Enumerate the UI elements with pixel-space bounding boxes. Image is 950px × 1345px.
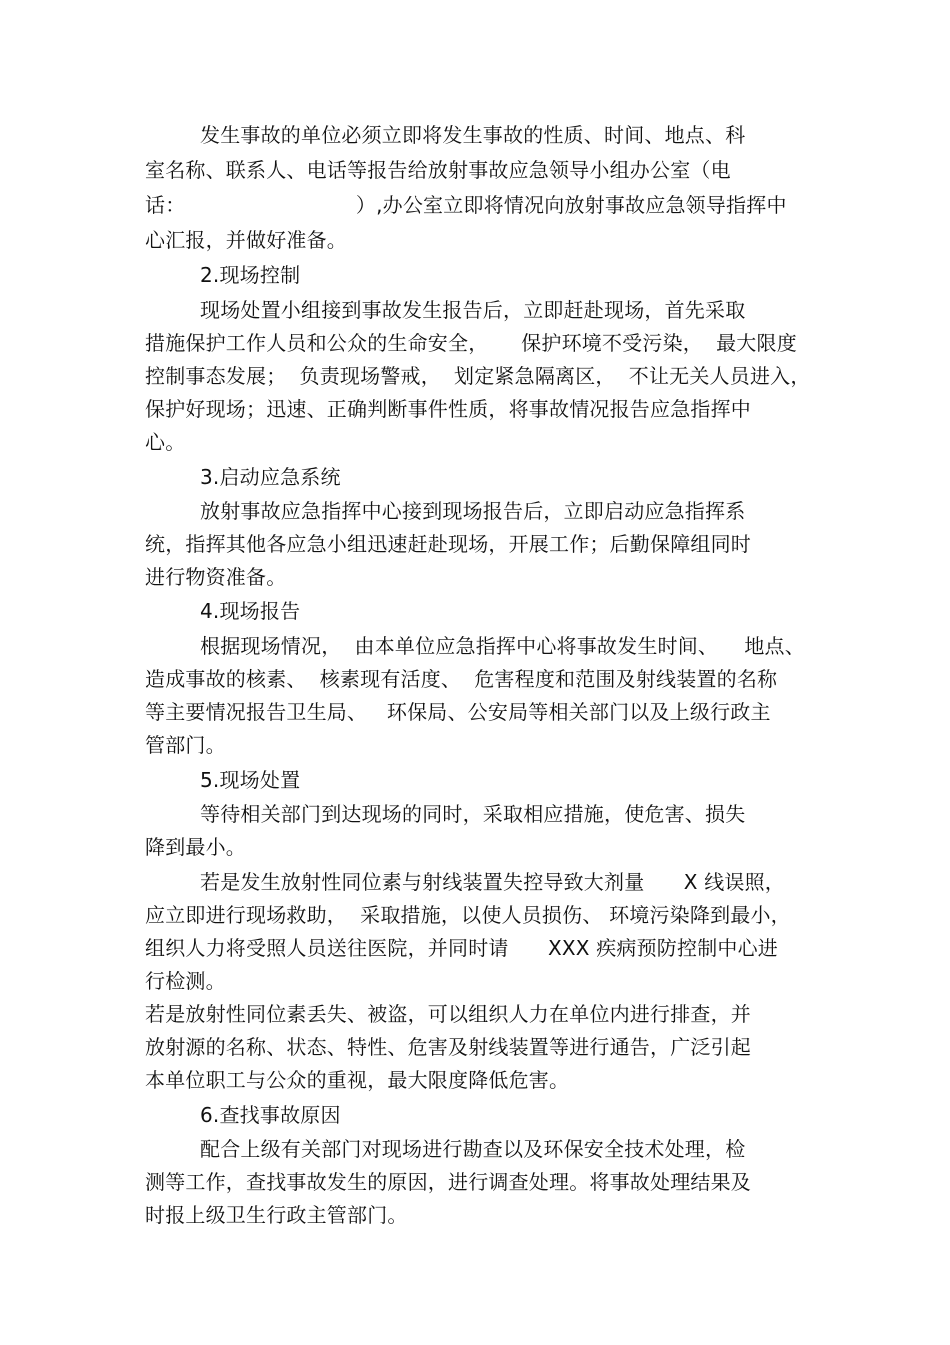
paragraph-line: 组织人力将受照人员送往医院，并同时请 XXX 疾病预防控制中心进 — [145, 936, 779, 960]
paragraph-line: 管部门。 — [145, 733, 226, 757]
paragraph-line: 发生事故的单位必须立即将发生事故的性质、时间、地点、科 — [200, 123, 746, 147]
paragraph-line: 本单位职工与公众的重视，最大限度降低危害。 — [145, 1068, 570, 1092]
section-heading-3: 3.启动应急系统 — [200, 465, 341, 489]
paragraph-line: 心。 — [145, 430, 186, 454]
paragraph-line: 心汇报，并做好准备。 — [145, 228, 347, 252]
section-heading-5: 5.现场处置 — [200, 768, 301, 792]
paragraph-line: 应立即进行现场救助， 采取措施，以使人员损伤、 环境污染降到最小， — [145, 903, 791, 927]
paragraph-line: 若是发生放射性同位素与射线装置失控导致大剂量 X 线误照， — [200, 870, 786, 894]
paragraph-line: 等主要情况报告卫生局、 环保局、公安局等相关部门以及上级行政主 — [145, 700, 771, 724]
paragraph-line: 降到最小。 — [145, 835, 246, 859]
paragraph-line: 进行物资准备。 — [145, 565, 287, 589]
section-heading-6: 6.查找事故原因 — [200, 1103, 341, 1127]
paragraph-line: 放射源的名称、状态、特性、危害及射线装置等进行通告，广泛引起 — [145, 1035, 751, 1059]
paragraph-line: 测等工作，查找事故发生的原因，进行调查处理。将事故处理结果及 — [145, 1170, 751, 1194]
paragraph-line: 时报上级卫生行政主管部门。 — [145, 1203, 408, 1227]
paragraph-line: 若是放射性同位素丢失、被盗，可以组织人力在单位内进行排查，并 — [145, 1002, 751, 1026]
paragraph-line: 配合上级有关部门对现场进行勘查以及环保安全技术处理，检 — [200, 1137, 746, 1161]
paragraph-line: 室名称、联系人、电话等报告给放射事故应急领导小组办公室（电 — [145, 158, 731, 182]
paragraph-line: 根据现场情况， 由本单位应急指挥中心将事故发生时间、 地点、 — [200, 634, 805, 658]
section-heading-4: 4.现场报告 — [200, 599, 301, 623]
paragraph-line: 保护好现场；迅速、正确判断事件性质，将事故情况报告应急指挥中 — [145, 397, 751, 421]
paragraph-line: 放射事故应急指挥中心接到现场报告后，立即启动应急指挥系 — [200, 499, 746, 523]
paragraph-line: 现场处置小组接到事故发生报告后，立即赶赴现场，首先采取 — [200, 298, 746, 322]
section-heading-2: 2.现场控制 — [200, 263, 301, 287]
paragraph-line: 话： ）,办公室立即将情况向放射事故应急领导指挥中 — [145, 193, 787, 217]
paragraph-line: 行检测。 — [145, 969, 226, 993]
paragraph-line: 等待相关部门到达现场的同时，采取相应措施，使危害、损失 — [200, 802, 746, 826]
paragraph-line: 措施保护工作人员和公众的生命安全， 保护环境不受污染， 最大限度 — [145, 331, 797, 355]
paragraph-line: 统，指挥其他各应急小组迅速赶赴现场，开展工作；后勤保障组同时 — [145, 532, 751, 556]
paragraph-line: 造成事故的核素、 核素现有活度、 危害程度和范围及射线装置的名称 — [145, 667, 778, 691]
paragraph-line: 控制事态发展； 负责现场警戒， 划定紧急隔离区， 不让无关人员进入， — [145, 364, 811, 388]
